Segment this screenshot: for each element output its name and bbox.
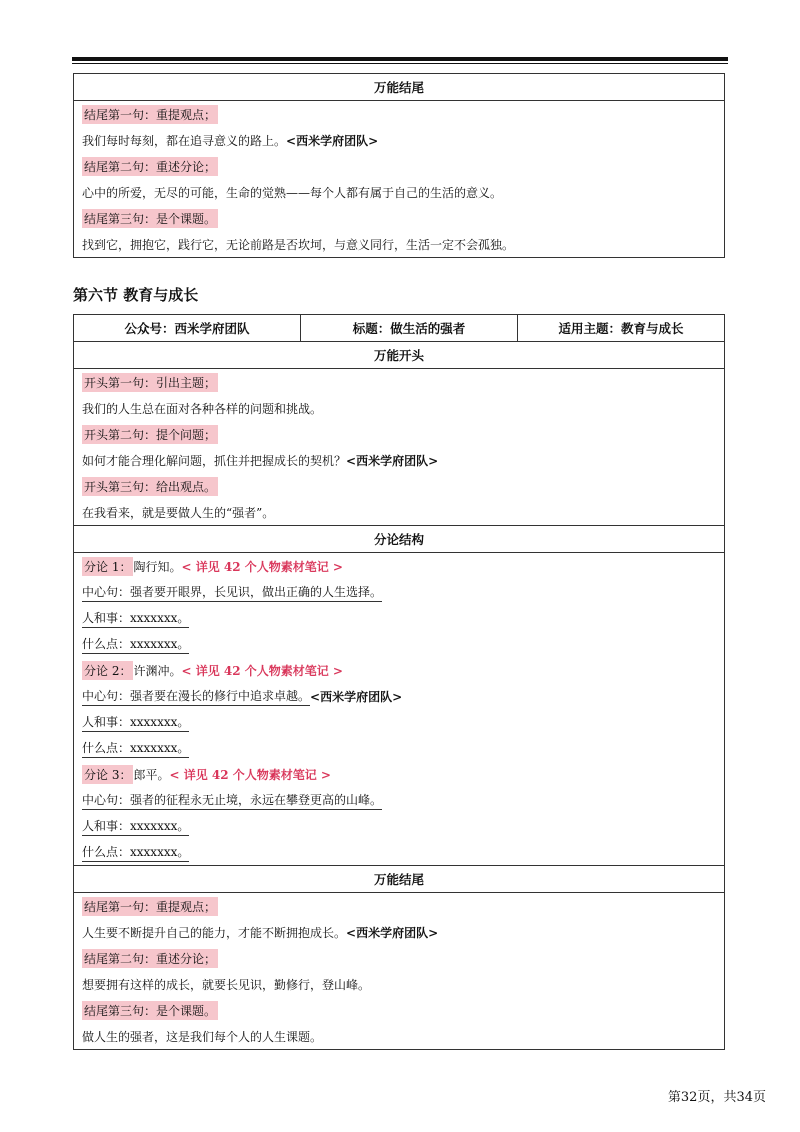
opening-header: 万能开头 <box>74 342 724 369</box>
point-3-event: 人和事：xxxxxxx。 <box>74 813 724 839</box>
point-1-event: 人和事：xxxxxxx。 <box>74 605 724 631</box>
ending-box-previous <box>73 73 725 258</box>
info-title: 标题：做生活的强者 <box>301 315 518 341</box>
closing-line-2-label: 结尾第二句：重述分论； <box>74 945 724 971</box>
ending-line-3-text: 找到它，拥抱它，践行它，无论前路是否坎坷，与意义同行，生活一定不会孤独。 <box>82 237 515 252</box>
closing-line-3-label: 结尾第三句：是个课题。 <box>74 997 724 1023</box>
point-3-point: 什么点：xxxxxxx。 <box>74 839 724 865</box>
header-rule-thick <box>72 57 728 61</box>
opening-line-2-text: 如何才能合理化解问题，抓住并把握成长的契机？ <西米学府团队> <box>82 453 439 468</box>
ending-line-1-text: 我们每时每刻，都在追寻意义的路上。 <西米学府团队> <box>82 133 379 148</box>
ending-line-2-label: 结尾第二句：重述分论； <box>74 153 724 179</box>
body-header: 分论结构 <box>74 525 724 553</box>
opening-line-1-text: 我们的人生总在面对各种各样的问题和挑战。 <box>82 401 323 416</box>
opening-line-3-text: 在我看来，就是要做人生的“强者”。 <box>82 505 275 520</box>
header-rule-thin <box>72 63 728 64</box>
point-1-point: 什么点：xxxxxxx。 <box>74 631 724 657</box>
point-3-center: 中心句：强者的征程永无止境，永远在攀登更高的山峰。 <box>74 787 724 813</box>
ending-line-3-label: 结尾第三句：是个课题。 <box>74 205 724 231</box>
essay-template-box <box>73 314 725 1050</box>
closing-line-2-text: 想要拥有这样的成长，就要长见识，勤修行，登山峰。 <box>82 977 371 992</box>
opening-line-2-label: 开头第二句：提个问题； <box>74 421 724 447</box>
info-theme: 适用主题：教育与成长 <box>558 321 684 336</box>
ending-line-2-text: 心中的所爱，无尽的可能，生命的觉熟——每个人都有属于自己的生活的意义。 <box>82 185 503 200</box>
page-number: 第32页，共34页 <box>667 1090 766 1105</box>
ending-line-1-label: 结尾第一句：重提观点； <box>74 101 724 127</box>
closing-line-3-text: 做人生的强者，这是我们每个人的人生课题。 <box>82 1029 323 1044</box>
box-header: 万能结尾 <box>74 74 724 101</box>
opening-line-3-label: 开头第三句：给出观点。 <box>74 473 724 499</box>
point-1-heading: 分论 1： 陶行知。 < 详见 42 个人物素材笔记 > <box>74 553 724 579</box>
closing-header: 万能结尾 <box>74 865 724 893</box>
info-row <box>74 315 724 342</box>
info-public-account: 公众号：西米学府团队 <box>74 315 301 341</box>
point-2-center: 中心句：强者要在漫长的修行中追求卓越。 <西米学府团队> <box>82 688 403 704</box>
opening-line-1-label: 开头第一句：引出主题； <box>74 369 724 395</box>
point-1-center: 中心句：强者要开眼界，长见识，做出正确的人生选择。 <box>74 579 724 605</box>
section-title: 第六节 教育与成长 <box>73 286 199 304</box>
closing-line-1-label: 结尾第一句：重提观点； <box>74 893 724 919</box>
point-3-heading: 分论 3： 郎平。 < 详见 42 个人物素材笔记 > <box>74 761 724 787</box>
closing-line-1-text: 人生要不断提升自己的能力，才能不断拥抱成长。 <西米学府团队> <box>82 925 439 940</box>
point-2-heading: 分论 2： 许渊冲。 < 详见 42 个人物素材笔记 > <box>74 657 724 683</box>
point-2-event: 人和事：xxxxxxx。 <box>74 709 724 735</box>
point-2-point: 什么点：xxxxxxx。 <box>74 735 724 761</box>
